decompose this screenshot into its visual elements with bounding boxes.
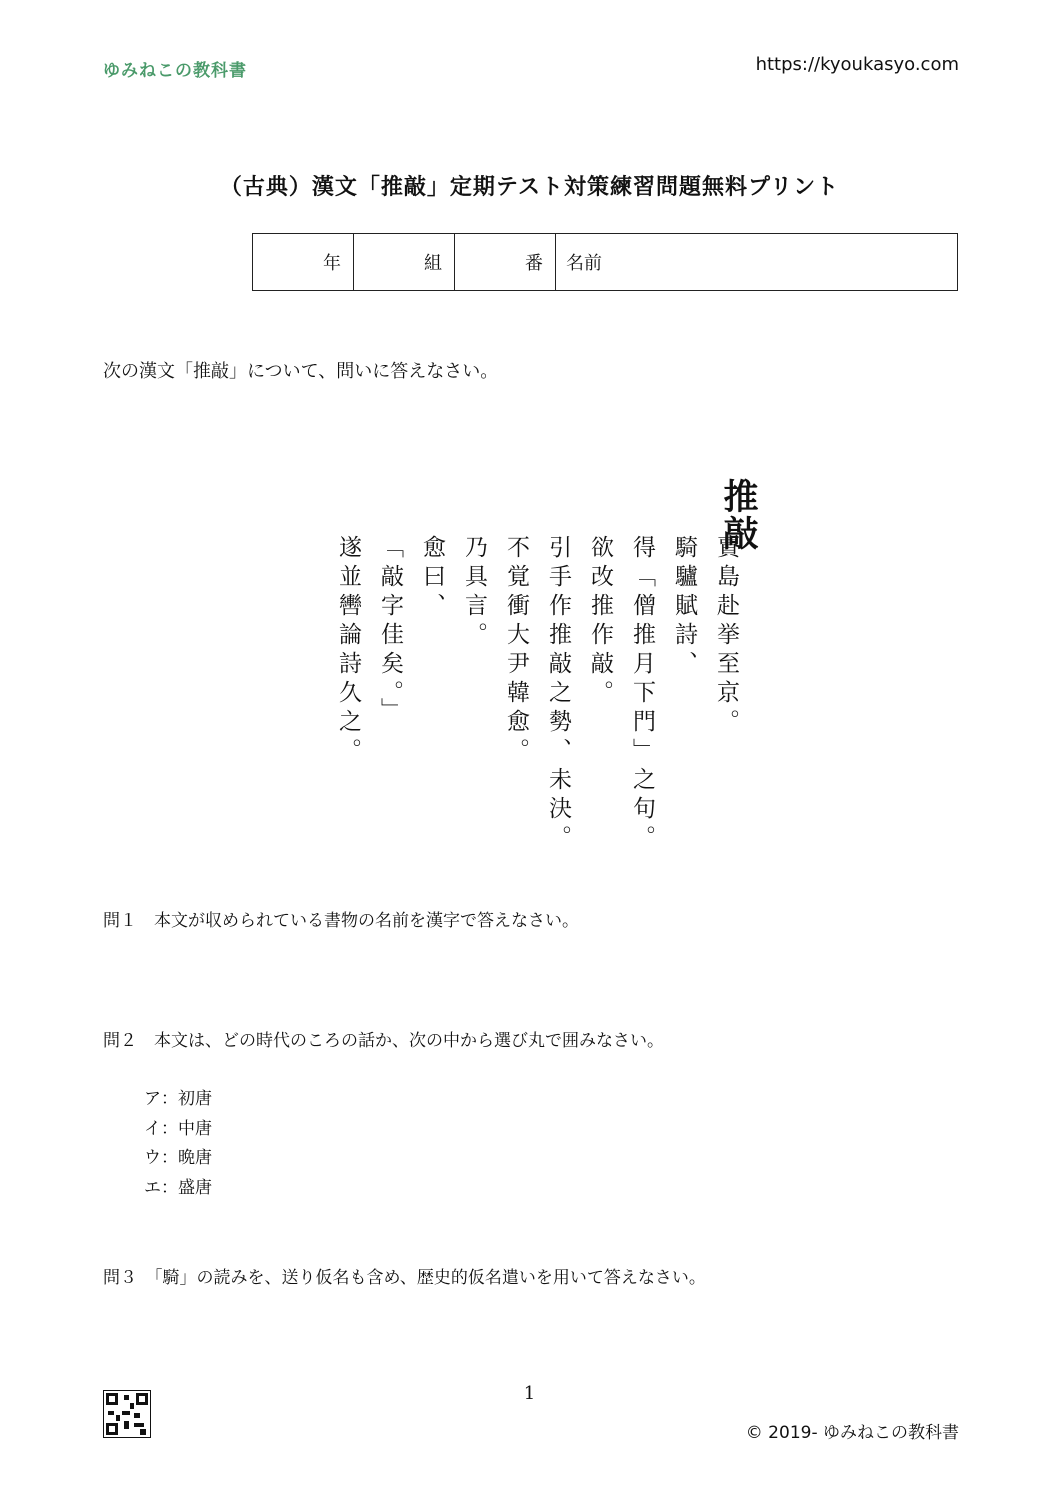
kanbun-text [327, 535, 747, 875]
kanbun-line: 不覚衝大尹韓愈。 [503, 535, 529, 767]
question-1: 問１ 本文が収められている書物の名前を漢字で答えなさい。 [103, 911, 579, 931]
year-field[interactable]: 年 [253, 234, 354, 290]
page-number: 1 [523, 1383, 536, 1404]
site-url[interactable]: https://kyoukasyo.com [755, 54, 959, 75]
kanbun-line: 愈曰、 [419, 535, 445, 622]
instruction-text: 次の漢文「推敲」について、問いに答えなさい。 [103, 361, 499, 382]
kanbun-line: 引手作推敲之勢、未決。 [545, 535, 571, 854]
choice-i[interactable]: イ：中唐 [144, 1119, 212, 1139]
copyright: © 2019- ゆみねこの教科書 [745, 1423, 959, 1443]
choice-e[interactable]: エ：盛唐 [144, 1178, 212, 1198]
class-field[interactable]: 組 [354, 234, 455, 290]
choice-u[interactable]: ウ：晩唐 [144, 1148, 212, 1168]
site-logo[interactable]: ゆみねこの教科書 [103, 61, 247, 81]
page-title: （古典）漢文「推敲」定期テスト対策練習問題無料プリント [219, 175, 840, 200]
kanbun-line: 乃具言。 [461, 535, 487, 651]
question-2: 問２ 本文は、どの時代のころの話か、次の中から選び丸で囲みなさい。 [103, 1031, 664, 1051]
kanbun-line: 遂並轡論詩久之。 [335, 535, 361, 767]
question-3: 問３ 「騎」の読みを、送り仮名も含め、歴史的仮名遣いを用いて答えなさい。 [103, 1268, 706, 1288]
kanbun-line: 騎驢賦詩、 [671, 535, 697, 680]
kanbun-line: 得「僧推月下門」之句。 [629, 535, 655, 854]
kanbun-line: 欲改推作敲。 [587, 535, 613, 709]
number-field[interactable]: 番 [455, 234, 556, 290]
kanbun-title: 推敲 [718, 478, 758, 552]
name-field[interactable]: 名前 [566, 253, 602, 274]
name-table [252, 233, 958, 291]
choice-a[interactable]: ア：初唐 [144, 1089, 212, 1109]
kanbun-line: 「敲字佳矣。」 [377, 535, 403, 727]
kanbun-line: 賈島赴挙至京。 [713, 535, 739, 738]
